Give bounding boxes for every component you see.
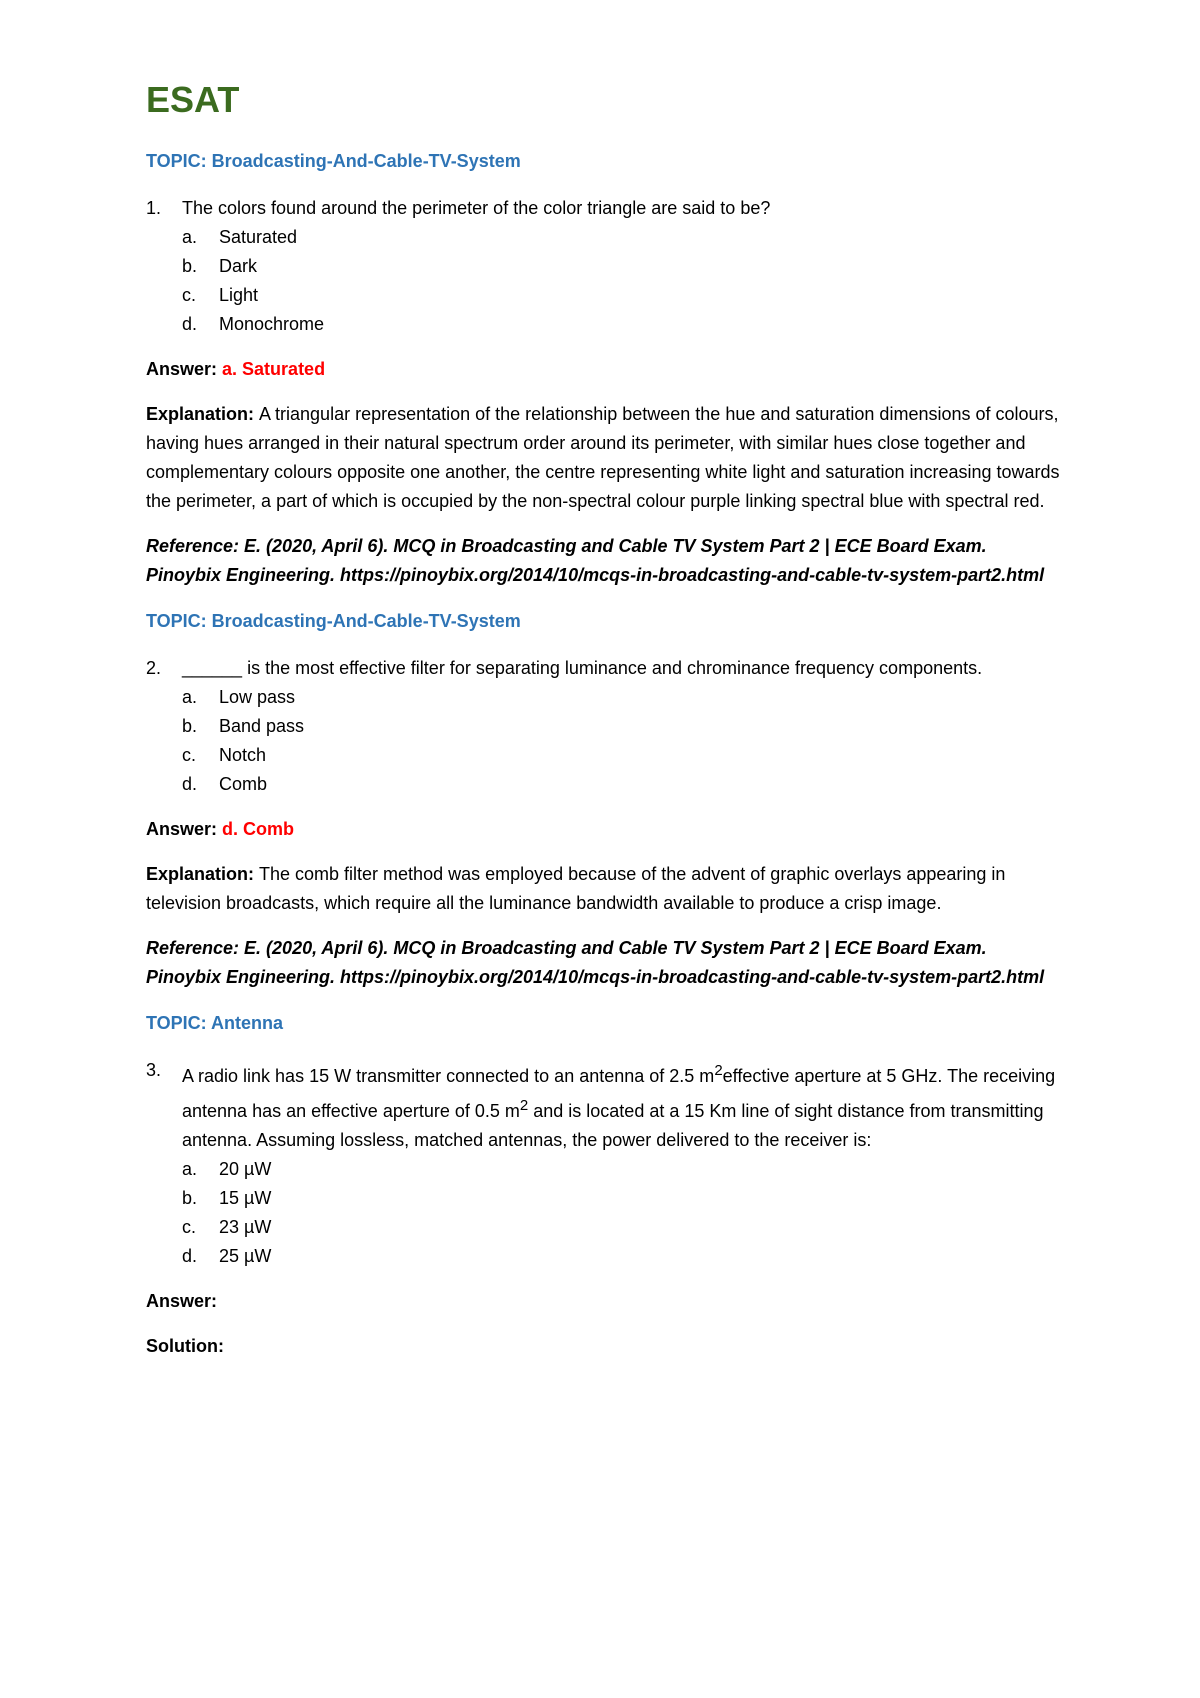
option-letter: c. <box>182 285 197 305</box>
option-letter: d. <box>182 1246 198 1266</box>
question-text-part: A radio link has 15 W transmitter connected to an antenna of 2.5 m <box>182 1066 715 1086</box>
explanation-text: A triangular representation of the relationship between the hue and saturation dimensions of colours, having hues arranged in their natural spectrum order around its perimeter, with similar hues close together and complementary colours opposite one another, the centre representing white light and saturation increasing towards the perimeter, a part of which is occupied by the non-spectral colour purple linking spectral blue with spectral red. <box>146 404 1060 511</box>
topic-label: TOPIC: <box>146 151 212 171</box>
option-text: Monochrome <box>219 314 325 334</box>
reference-label: Reference <box>146 536 234 556</box>
answer-label: Answer: <box>146 359 223 379</box>
question-block-3 <box>146 1010 1066 1361</box>
reference-paragraph <box>146 532 1066 590</box>
answer-line <box>146 355 1066 384</box>
answer-label: Answer: <box>146 1291 218 1311</box>
option-text: Notch <box>219 745 267 765</box>
option-item <box>182 741 1066 770</box>
answer-line <box>146 1287 1066 1316</box>
document-page <box>146 70 1066 1377</box>
solution-line <box>146 1332 1066 1361</box>
option-letter: d. <box>182 314 198 334</box>
option-text: Saturated <box>219 227 298 247</box>
question-block-2 <box>146 608 1066 992</box>
question-text <box>182 1056 1066 1155</box>
question-block-1 <box>146 148 1066 590</box>
answer-value: a. Saturated <box>222 359 326 379</box>
topic-name: Antenna <box>211 1013 284 1033</box>
reference-text: : E. (2020, April 6). MCQ in Broadcasting and Cable TV System Part 2 | ECE Board Exam. Pinoybix Engineering. https://pinoybix.org/2014/10/mcqs-in-broadcasting-and-cable-tv-system-part2.html <box>146 938 1045 987</box>
question-stem <box>146 1056 1066 1155</box>
option-letter: a. <box>182 1159 198 1179</box>
question-number: 3. <box>146 1060 162 1080</box>
explanation-label: Explanation: <box>146 864 260 884</box>
question-number: 2. <box>146 658 162 678</box>
topic-heading <box>146 148 1066 174</box>
superscript: 2 <box>714 1062 723 1079</box>
option-letter: c. <box>182 1217 197 1237</box>
option-list <box>182 1155 1066 1271</box>
option-list <box>182 223 1066 339</box>
question-text-part: and is located at a 15 Km line of sight distance from transmitting antenna. Assuming lossless, matched antennas, the power delivered to the receiver is: <box>182 1101 1044 1150</box>
option-item <box>182 712 1066 741</box>
question-text: ______ is the most effective filter for separating luminance and chrominance frequency components. <box>182 658 983 678</box>
option-letter: a. <box>182 227 198 247</box>
explanation-text: The comb filter method was employed because of the advent of graphic overlays appearing in television broadcasts, which require all the luminance bandwidth available to produce a crisp image. <box>146 864 1006 913</box>
option-letter: b. <box>182 1188 198 1208</box>
reference-label: Reference <box>146 938 234 958</box>
option-text: Band pass <box>219 716 305 736</box>
option-item <box>182 770 1066 799</box>
topic-heading <box>146 608 1066 634</box>
answer-line <box>146 815 1066 844</box>
option-item <box>182 1155 1066 1184</box>
topic-label: TOPIC: <box>146 611 212 631</box>
option-letter: b. <box>182 256 198 276</box>
topic-name: Broadcasting-And-Cable-TV-System <box>211 611 521 631</box>
question-stem <box>146 194 1066 223</box>
option-text: Comb <box>219 774 268 794</box>
option-item <box>182 223 1066 252</box>
superscript: 2 <box>519 1097 529 1114</box>
question-text-part: effective aperture at 5 GHz. The receiving antenna has an effective aperture of 0.5 m <box>182 1066 1056 1121</box>
option-letter: d. <box>182 774 198 794</box>
question-number: 1. <box>146 198 162 218</box>
option-item <box>182 1242 1066 1271</box>
solution-label: Solution: <box>146 1336 224 1356</box>
option-item <box>182 252 1066 281</box>
reference-text: : E. (2020, April 6). MCQ in Broadcasting and Cable TV System Part 2 | ECE Board Exam. Pinoybix Engineering. https://pinoybix.org/2014/10/mcqs-in-broadcasting-and-cable-tv-system-part2.html <box>146 536 1045 585</box>
explanation-paragraph <box>146 400 1066 516</box>
option-text: Low pass <box>219 687 296 707</box>
option-item <box>182 683 1066 712</box>
option-text: 25 µW <box>219 1246 272 1266</box>
option-list <box>182 683 1066 799</box>
option-text: 15 µW <box>219 1188 272 1208</box>
option-item <box>182 281 1066 310</box>
question-text: The colors found around the perimeter of the color triangle are said to be? <box>182 198 771 218</box>
explanation-label: Explanation: <box>146 404 260 424</box>
topic-name: Broadcasting-And-Cable-TV-System <box>211 151 521 171</box>
topic-label: TOPIC: <box>146 1013 212 1033</box>
topic-heading <box>146 1010 1066 1036</box>
option-text: Light <box>219 285 259 305</box>
option-item <box>182 1213 1066 1242</box>
option-text: Dark <box>219 256 258 276</box>
option-item <box>182 310 1066 339</box>
option-letter: c. <box>182 745 197 765</box>
question-stem <box>146 654 1066 683</box>
reference-paragraph <box>146 934 1066 992</box>
option-letter: b. <box>182 716 198 736</box>
answer-value: d. Comb <box>222 819 295 839</box>
option-text: 23 µW <box>219 1217 272 1237</box>
option-letter: a. <box>182 687 198 707</box>
option-text: 20 µW <box>219 1159 272 1179</box>
option-item <box>182 1184 1066 1213</box>
answer-label: Answer: <box>146 819 223 839</box>
document-title: ESAT <box>146 79 240 120</box>
explanation-paragraph <box>146 860 1066 918</box>
